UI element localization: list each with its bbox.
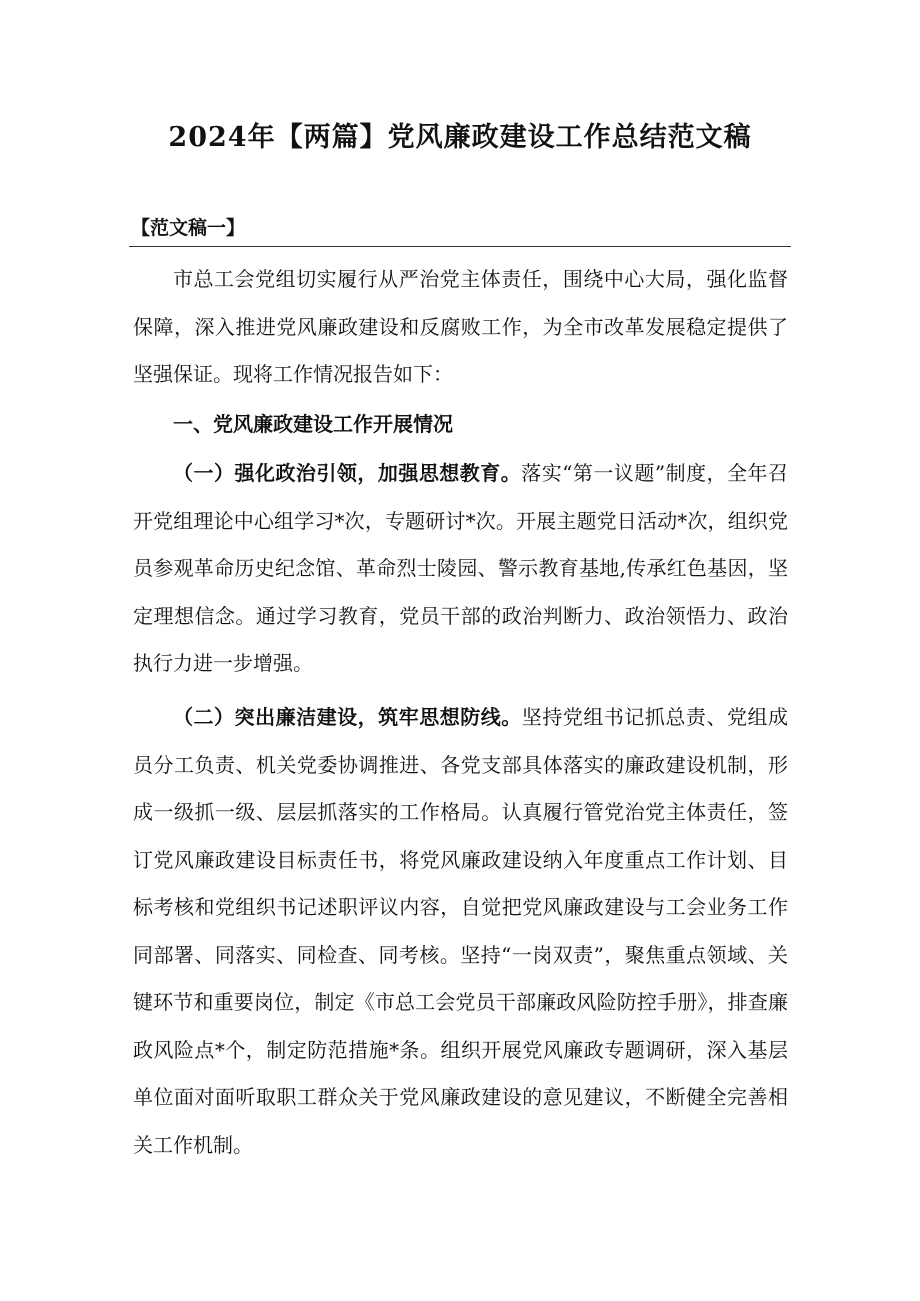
item-2-paragraph bbox=[133, 694, 788, 1169]
intro-paragraph: 市总工会党组切实履行从严治党主体责任，围绕中心大局，强化监督保障，深入推进党风廉政建设和反腐败工作，为全市改革发展稳定提供了坚强保证。现将工作情况报告如下： bbox=[133, 267, 788, 386]
section-divider bbox=[129, 246, 791, 247]
item-1-lead: （一）强化政治引领，加强思想教育。 bbox=[173, 461, 522, 485]
item-2-lead: （二）突出廉洁建设，筑牢思想防线。 bbox=[173, 705, 522, 729]
section-label: 【范文稿一】 bbox=[131, 217, 246, 239]
item-1-paragraph bbox=[133, 450, 788, 688]
item-2-body: 坚持党组书记抓总责、党组成员分工负责、机关党委协调推进、各党支部具体落实的廉政建设机制，形成一级抓一级、层层抓落实的工作格局。认真履行管党治党主体责任，签订党风廉政建设目标责任书，将党风廉政建设纳入年度重点工作计划、目标考核和党组织书记述职评议内容，自觉把党风廉政建设与工会业务工作同部署、同落实、同检查、同考核。坚持“一岗双责”，聚焦重点领域、关键环节和重要岗位，制定《市总工会党员干部廉政风险防控手册》，排查廉政风险点*个，制定防范措施*条。组织开展党风廉政专题调研，深入基层单位面对面听取职工群众关于党风廉政建设的意见建议，不断健全完善相关工作机制。 bbox=[133, 705, 789, 1157]
heading-1: 一、党风廉政建设工作开展情况 bbox=[173, 412, 453, 436]
document-title: 2024年【两篇】党风廉政建设工作总结范文稿 bbox=[168, 122, 752, 153]
item-1-body: 落实“第一议题”制度，全年召开党组理论中心组学习*次，专题研讨*次。开展主题党日活动*次，组织党员参观革命历史纪念馆、革命烈士陵园、警示教育基地,传承红色基因，坚定理想信念。通过学习教育，党员干部的政治判断力、政治领悟力、政治执行力进一步增强。 bbox=[133, 461, 789, 675]
